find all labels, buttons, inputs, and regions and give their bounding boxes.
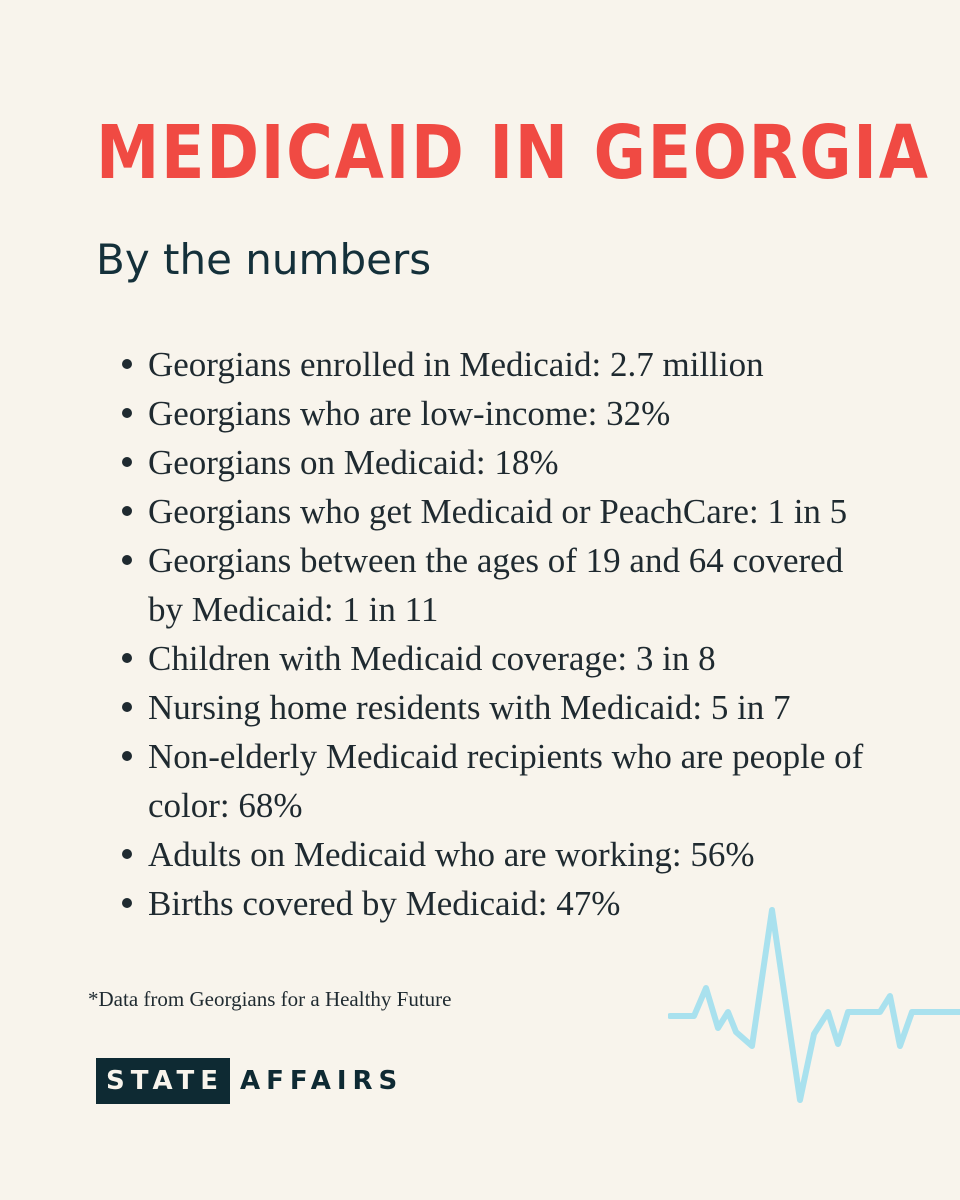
stat-text: Non-elderly Medicaid recipients who are people of color: 68% — [148, 737, 864, 825]
bullet-icon — [122, 457, 132, 467]
bullet-icon — [122, 849, 132, 859]
list-item — [120, 634, 880, 683]
list-item — [120, 340, 880, 389]
stat-text: Georgians on Medicaid: 18% — [148, 443, 559, 482]
stat-text: Adults on Medicaid who are working: 56% — [148, 835, 755, 874]
bullet-icon — [122, 702, 132, 712]
page-subtitle: By the numbers — [96, 235, 432, 284]
bullet-icon — [122, 555, 132, 565]
list-item — [120, 389, 880, 438]
bullet-icon — [122, 653, 132, 663]
list-item — [120, 732, 880, 830]
source-footnote: *Data from Georgians for a Healthy Future — [88, 987, 452, 1011]
bullet-icon — [122, 359, 132, 369]
stat-text: Georgians who are low-income: 32% — [148, 394, 671, 433]
stat-text: Georgians enrolled in Medicaid: 2.7 million — [148, 345, 764, 384]
state-affairs-logo — [96, 1058, 403, 1104]
stats-list — [120, 340, 880, 928]
list-item — [120, 683, 880, 732]
stat-text: Georgians who get Medicaid or PeachCare: 1 in 5 — [148, 492, 848, 531]
stat-text: Children with Medicaid coverage: 3 in 8 — [148, 639, 716, 678]
list-item — [120, 536, 880, 634]
page-title: MEDICAID IN GEORGIA — [96, 110, 930, 196]
stat-text: Nursing home residents with Medicaid: 5 in 7 — [148, 688, 791, 727]
bullet-icon — [122, 506, 132, 516]
bullet-icon — [122, 898, 132, 908]
heartbeat-line-icon — [668, 900, 960, 1110]
list-item — [120, 487, 880, 536]
list-item — [120, 830, 880, 879]
logo-plain-word: AFFAIRS — [240, 1066, 404, 1096]
list-item — [120, 438, 880, 487]
stat-text: Births covered by Medicaid: 47% — [148, 884, 621, 923]
bullet-icon — [122, 408, 132, 418]
bullet-icon — [122, 751, 132, 761]
stat-text: Georgians between the ages of 19 and 64 covered by Medicaid: 1 in 11 — [148, 541, 844, 629]
logo-boxed-word: STATE — [96, 1058, 230, 1104]
